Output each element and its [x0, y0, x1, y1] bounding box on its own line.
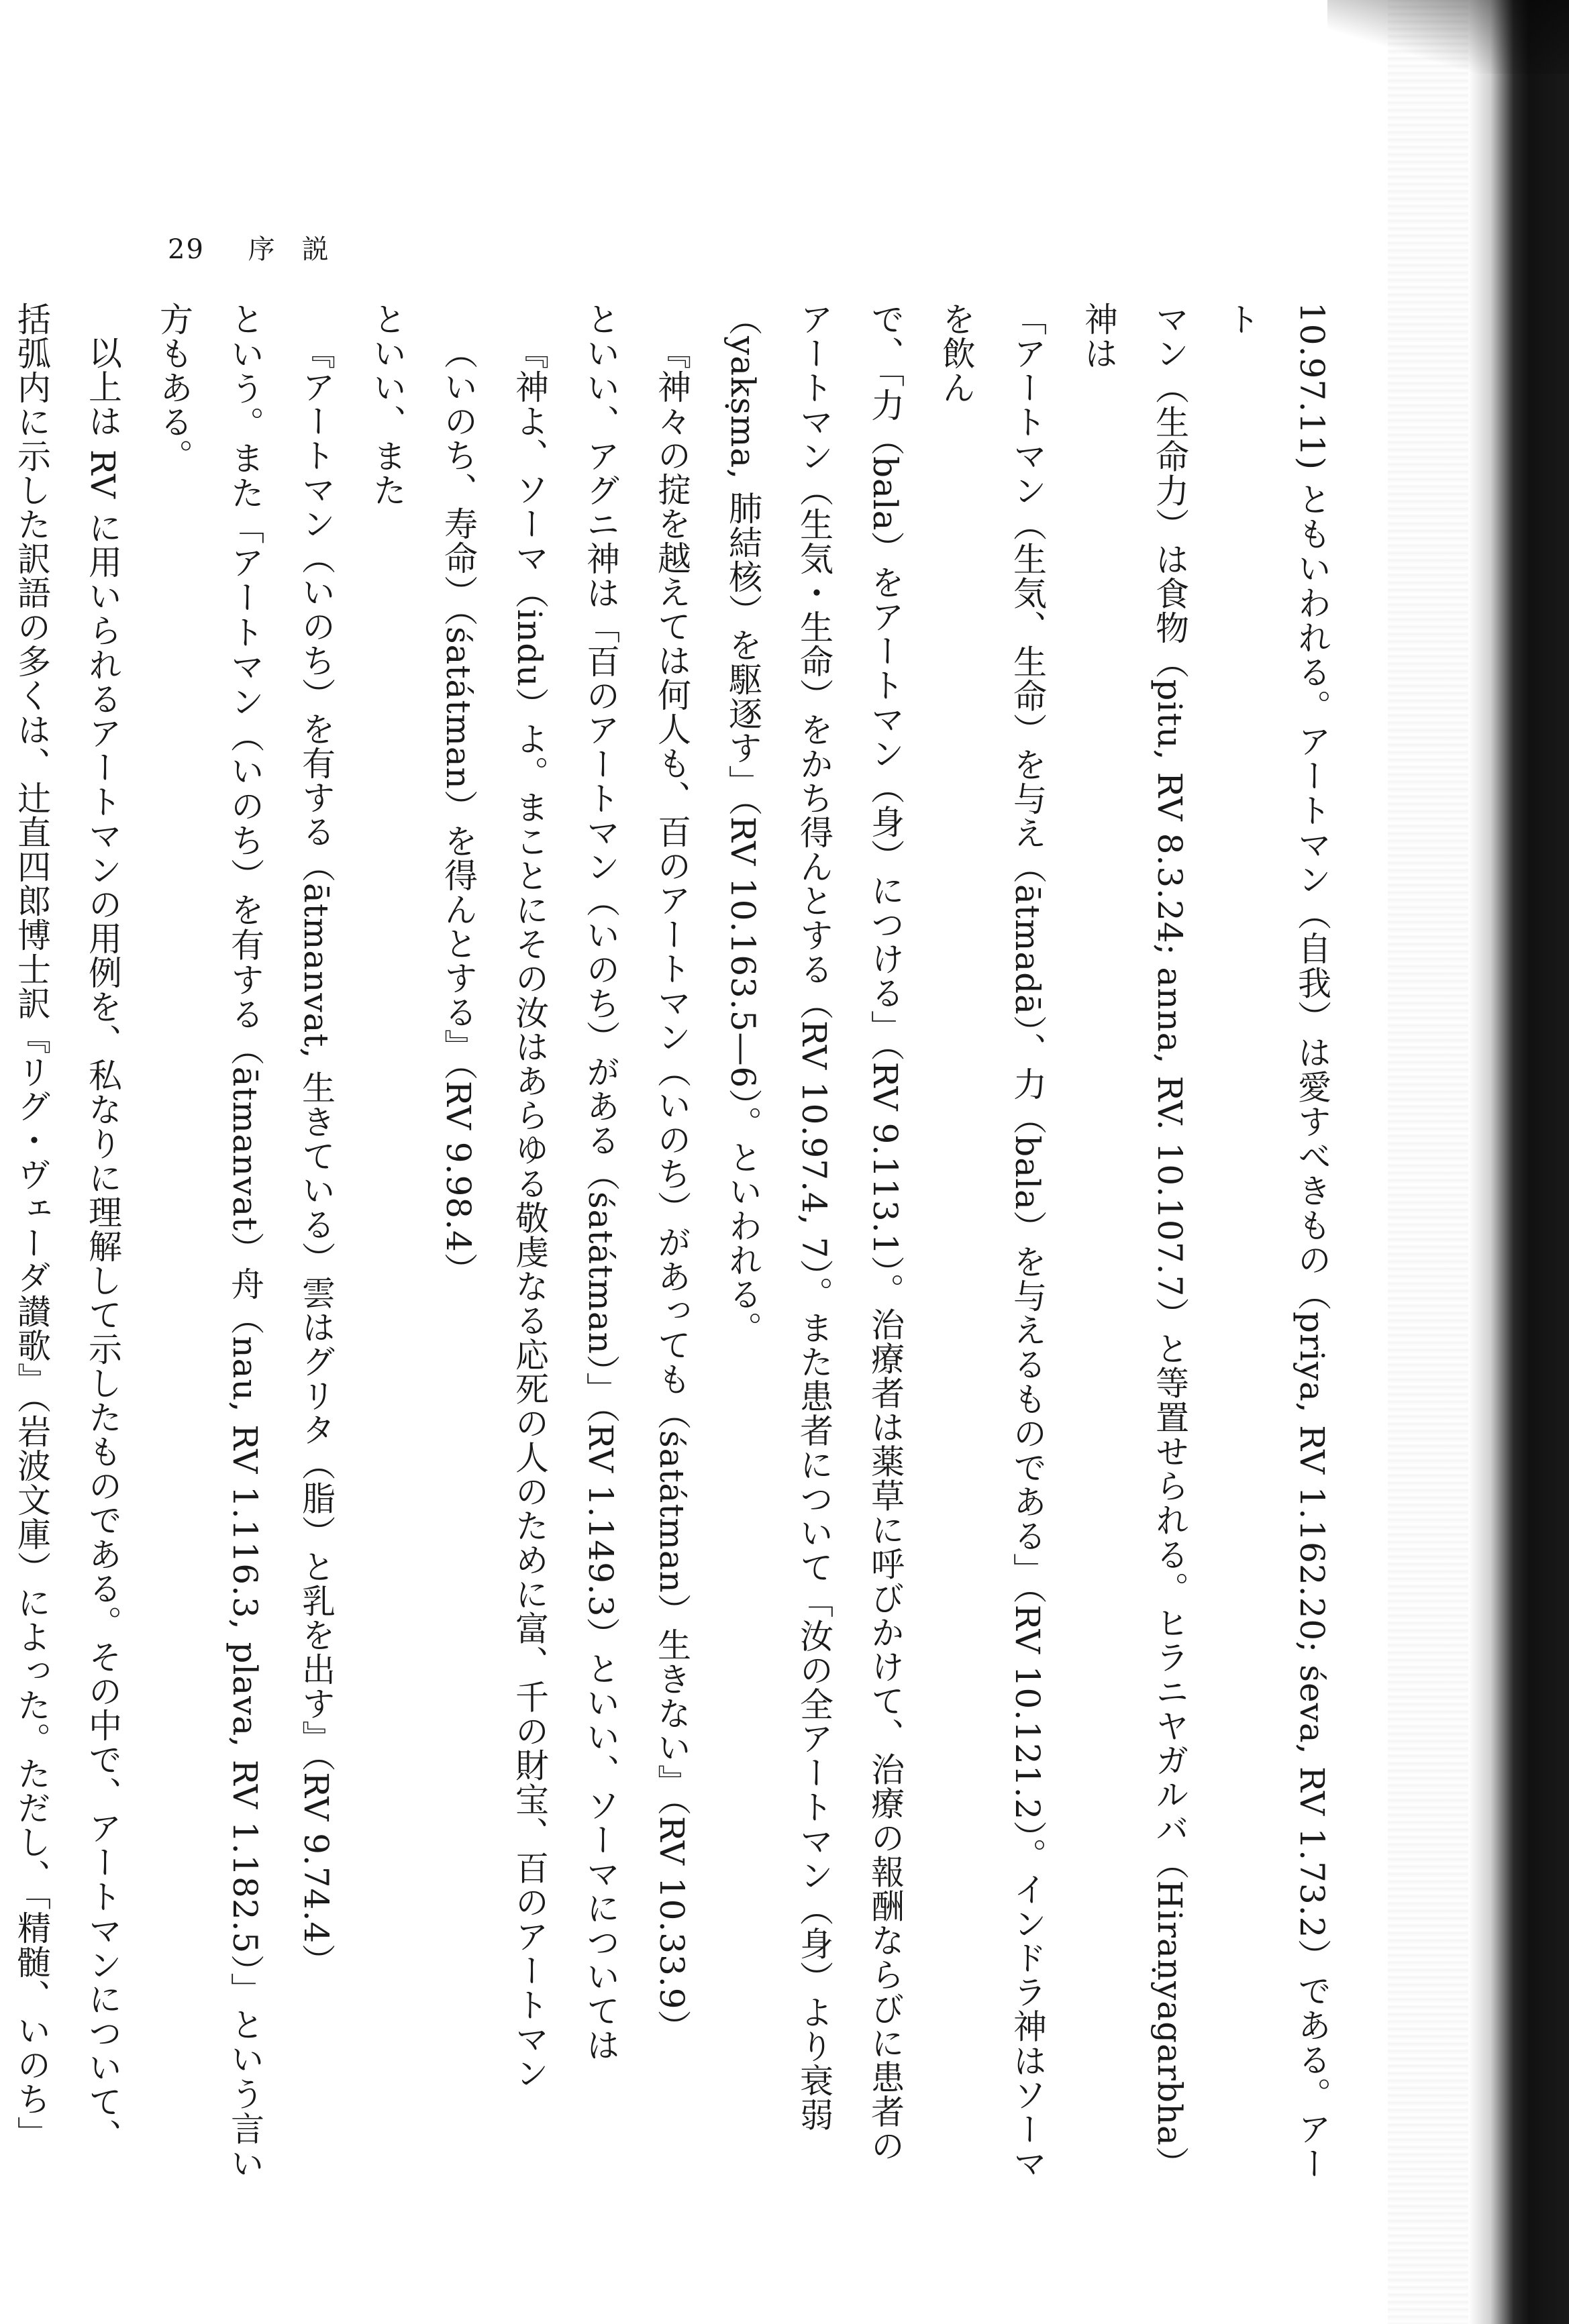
- vertical-body-text: [12, 302, 1348, 2180]
- text-line: 括弧内に示した訳語の多くは、辻直四郎博士訳『リグ・ヴェーダ讃歌』（岩波文庫）によった。ただし、「精髄、いのち」: [12, 302, 51, 2150]
- text-line: アートマン（生気・生命）をかち得んとする（RV 10.97.4, 7）。また患者について「汝の全アートマン（身）より衰弱: [795, 302, 833, 2132]
- text-line: （yakṣma, 肺結核）を駆逐す」（RV 10.163.5—6）。といわれる。: [723, 302, 762, 1346]
- running-header: [168, 228, 356, 266]
- text-line: といい、また: [368, 302, 407, 507]
- quote-line: 『神々の掟を越えては何人も、百のアートマン（いのち）があっても（śatátman）生きない』（RV 10.33.9）: [652, 335, 691, 2044]
- text-line: 10.97.11) ともいわれる。アートマン（自我）は愛すべきもの（priya, RV 1.162.20; śeva, RV 1.73.2）である。アート: [1221, 302, 1331, 2180]
- section-title: 序説: [248, 234, 356, 265]
- text-line: といい、アグニ神は「百のアートマン（いのち）がある（śatátman）」（RV 1.149.3）といい、ソーマについては: [581, 302, 620, 2062]
- text-line: 「アートマン（生気、生命）を与え（ātmadā）、力（bala）を与えるものである」（RV 10.121.2）。インドラ神はソーマを飲ん: [937, 302, 1047, 2180]
- binding-speckle: [1388, 0, 1468, 2324]
- page-number: 29: [168, 234, 205, 265]
- text-line: マン（生命力）は食物（pitu, RV 8.3.24; anna, RV. 10.107.7）と等置せられる。ヒラニヤガルバ（Hiraṇyagarbha）神は: [1079, 302, 1189, 2180]
- text-line: で、「力（bala）をアートマン（身）につける」（RV 9.113.1）。治療者は薬草に呼びかけて、治療の報酬ならびに患者の: [866, 302, 905, 2163]
- binding-edge: [1468, 0, 1569, 2324]
- quote-line: 『神よ、ソーマ（indu）よ。まことにその汝はあらゆる敬虔なる応死の人のために富、千の財宝、百のアートマン: [510, 335, 549, 2091]
- text-line: という。また「アートマン（いのち）を有する（ātmanvat）舟（nau, RV 1.116.3, plava, RV 1.182.5）」という言い方もある。: [154, 302, 264, 2180]
- quote-line: 『アートマン（いのち）を有する（ātmanvat, 生きている）雲はグリタ（脂）と乳を出す』（RV 9.74.4）: [297, 335, 336, 1978]
- paragraph-start-line: 以上は RV に用いられるアートマンの用例を、私なりに理解して示したものである。その中で、アートマンについて、: [83, 335, 122, 2153]
- top-corner-shadow: [1327, 0, 1569, 74]
- quote-line: （いのち、寿命）（śatátman）を得んとする』（RV 9.98.4）: [439, 335, 478, 1287]
